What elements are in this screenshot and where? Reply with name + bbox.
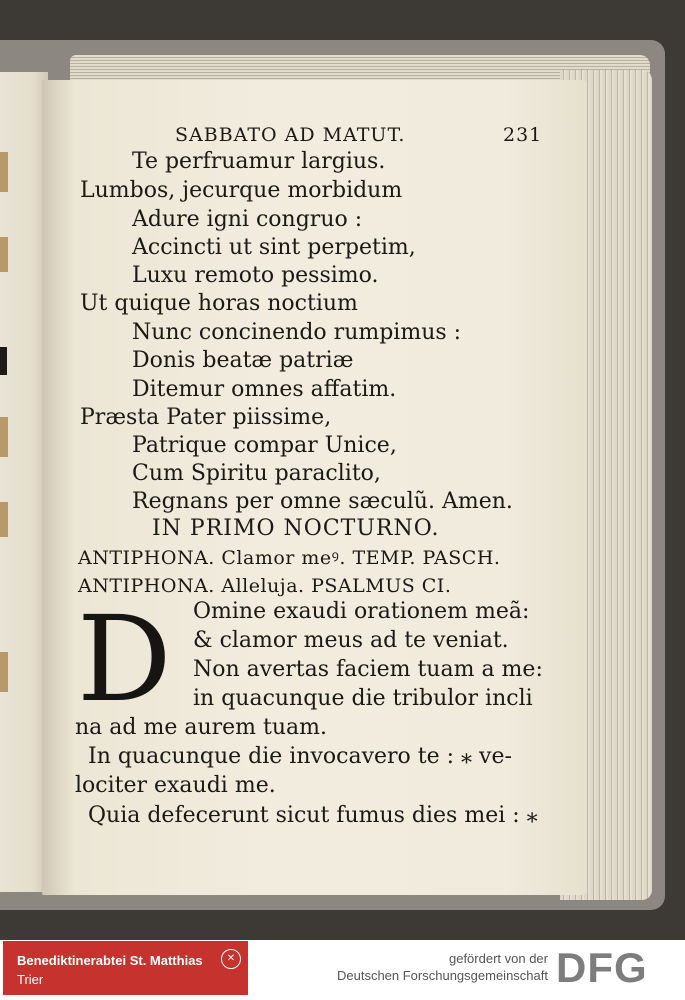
- library-logo-icon: ✕: [221, 949, 241, 969]
- hymn-line: Regnans per omne sæculũ. Amen.: [132, 489, 513, 514]
- hymn-line: Lumbos, jecurque morbidum: [80, 178, 403, 203]
- hymn-line: Nunc concinendo rumpimus :: [132, 320, 462, 345]
- funding-note: [337, 950, 548, 984]
- hymn-line: Ditemur omnes affatim.: [132, 377, 397, 402]
- dfg-logo[interactable]: DFG: [556, 944, 648, 991]
- margin-mark: [0, 237, 8, 272]
- running-head: SABBATO AD MATUT.: [175, 124, 406, 146]
- decorated-initial: D: [77, 590, 172, 728]
- hymn-line: Adure igni congruo :: [132, 207, 363, 232]
- section-heading: IN PRIMO NOCTURNO.: [152, 516, 440, 541]
- psalm-line: in quacunque die tribulor incli: [193, 686, 533, 711]
- psalm-line: Omine exaudi orationem meã:: [193, 599, 530, 624]
- hymn-line: Accincti ut sint perpetim,: [132, 235, 416, 260]
- library-city: Trier: [17, 972, 44, 987]
- hymn-line: Cum Spiritu paraclito,: [132, 461, 381, 486]
- page-number: 231: [503, 124, 543, 146]
- hymn-line: Luxu remoto pessimo.: [132, 263, 379, 288]
- psalm-line: lociter exaudi me.: [75, 773, 276, 798]
- library-banner[interactable]: [3, 941, 248, 995]
- hymn-line: Patrique compar Unice,: [132, 433, 397, 458]
- margin-mark: [0, 502, 8, 537]
- margin-mark: [0, 152, 8, 192]
- antiphon-line: ANTIPHONA. Clamor meꝰ. TEMP. PASCH.: [78, 547, 501, 569]
- psalm-line: In quacunque die invocavero te : ⁎ ve-: [88, 744, 512, 769]
- psalm-line: & clamor meus ad te veniat.: [193, 628, 509, 653]
- psalm-line: Quia defecerunt sicut fumus dies mei : ⁎: [88, 803, 538, 828]
- left-page-fragment: [0, 72, 48, 892]
- funding-line: Deutschen Forschungsgemeinschaft: [336, 968, 548, 983]
- antiphon-line: ANTIPHONA. Alleluja. PSALMUS CI.: [78, 575, 452, 597]
- margin-mark: [0, 347, 7, 375]
- psalm-line: Non avertas faciem tuam a me:: [193, 657, 543, 682]
- hymn-line: Donis beatæ patriæ: [132, 348, 354, 373]
- library-name: Benediktinerabtei St. Matthias: [17, 953, 203, 968]
- margin-mark: [0, 417, 8, 457]
- hymn-line: Te perfruamur largius.: [132, 149, 386, 174]
- hymn-line: Præsta Pater piissime,: [80, 405, 332, 430]
- psalm-line: na ad me aurem tuam.: [75, 715, 328, 740]
- margin-mark: [0, 652, 8, 692]
- funding-line: gefördert von der: [448, 951, 548, 966]
- hymn-line: Ut quique horas noctium: [80, 291, 358, 316]
